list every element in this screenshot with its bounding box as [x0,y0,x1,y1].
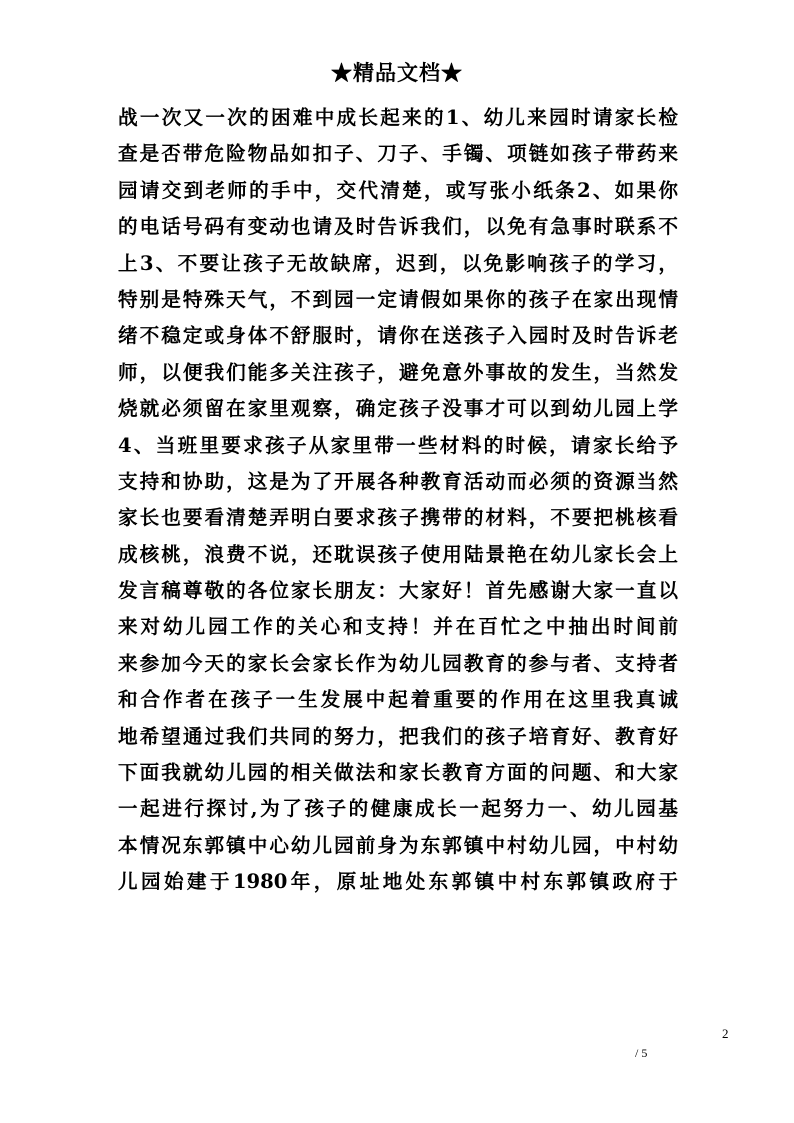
text-line: 绪不稳定或身体不舒服时，请你在送孩子入园时及时告诉老 [118,324,678,348]
text-line: 战一次又一次的困难中成长起来的1、幼儿来园时请家长检 [118,106,678,129]
text-line: 本情况东郭镇中心幼儿园前身为东郭镇中村幼儿园，中村幼 [118,833,678,857]
text-line: 师，以便我们能多关注孩子，避免意外事故的发生，当然发 [118,360,678,384]
document-body [118,100,678,901]
text-line: 来参加今天的家长会家长作为幼儿园教育的参与者、支持者 [118,651,678,675]
text-line: 的电话号码有变动也请及时告诉我们，以免有急事时联系不 [118,215,678,239]
text-line: 来对幼儿园工作的关心和支持！并在百忙之中抽出时间前 [118,615,678,639]
text-line: 支持和协助，这是为了开展各种教育活动而必须的资源当然 [118,469,678,493]
text-line: 发言稿尊敬的各位家长朋友：大家好！首先感谢大家一直以 [118,579,678,603]
text-line: 查是否带危险物品如扣子、刀子、手镯、项链如孩子带药来 [118,142,678,166]
text-line: 4、当班里要求孩子从家里带一些材料的时候，请家长给予 [118,433,678,457]
text-line: 上3、不要让孩子无故缺席，迟到，以免影响孩子的学习， [118,251,678,275]
page-header-title: ★精品文档★ [331,60,463,85]
page-total: / 5 [635,1046,648,1060]
text-line: 一起进行探讨,为了孩子的健康成长一起努力一、幼儿园基 [118,797,678,821]
text-line: 园请交到老师的手中，交代清楚，或写张小纸条2、如果你 [118,178,678,202]
text-line: 和合作者在孩子一生发展中起着重要的作用在这里我真诚 [118,688,678,712]
page-number: 2 [722,1026,729,1041]
text-line: 特别是特殊天气，不到园一定请假如果你的孩子在家出现情 [118,287,678,311]
text-line: 家长也要看清楚弄明白要求孩子携带的材料，不要把桃核看 [118,506,678,530]
text-line: 下面我就幼儿园的相关做法和家长教育方面的问题、和大家 [118,761,678,785]
text-line: 地希望通过我们共同的努力，把我们的孩子培育好、教育好 [118,724,678,748]
text-line: 儿园始建于1980年，原址地处东郭镇中村东郭镇政府于 [118,870,678,894]
text-line: 烧就必须留在家里观察，确定孩子没事才可以到幼儿园上学 [118,397,678,421]
text-line: 成核桃，浪费不说，还耽误孩子使用陆景艳在幼儿家长会上 [118,542,678,566]
